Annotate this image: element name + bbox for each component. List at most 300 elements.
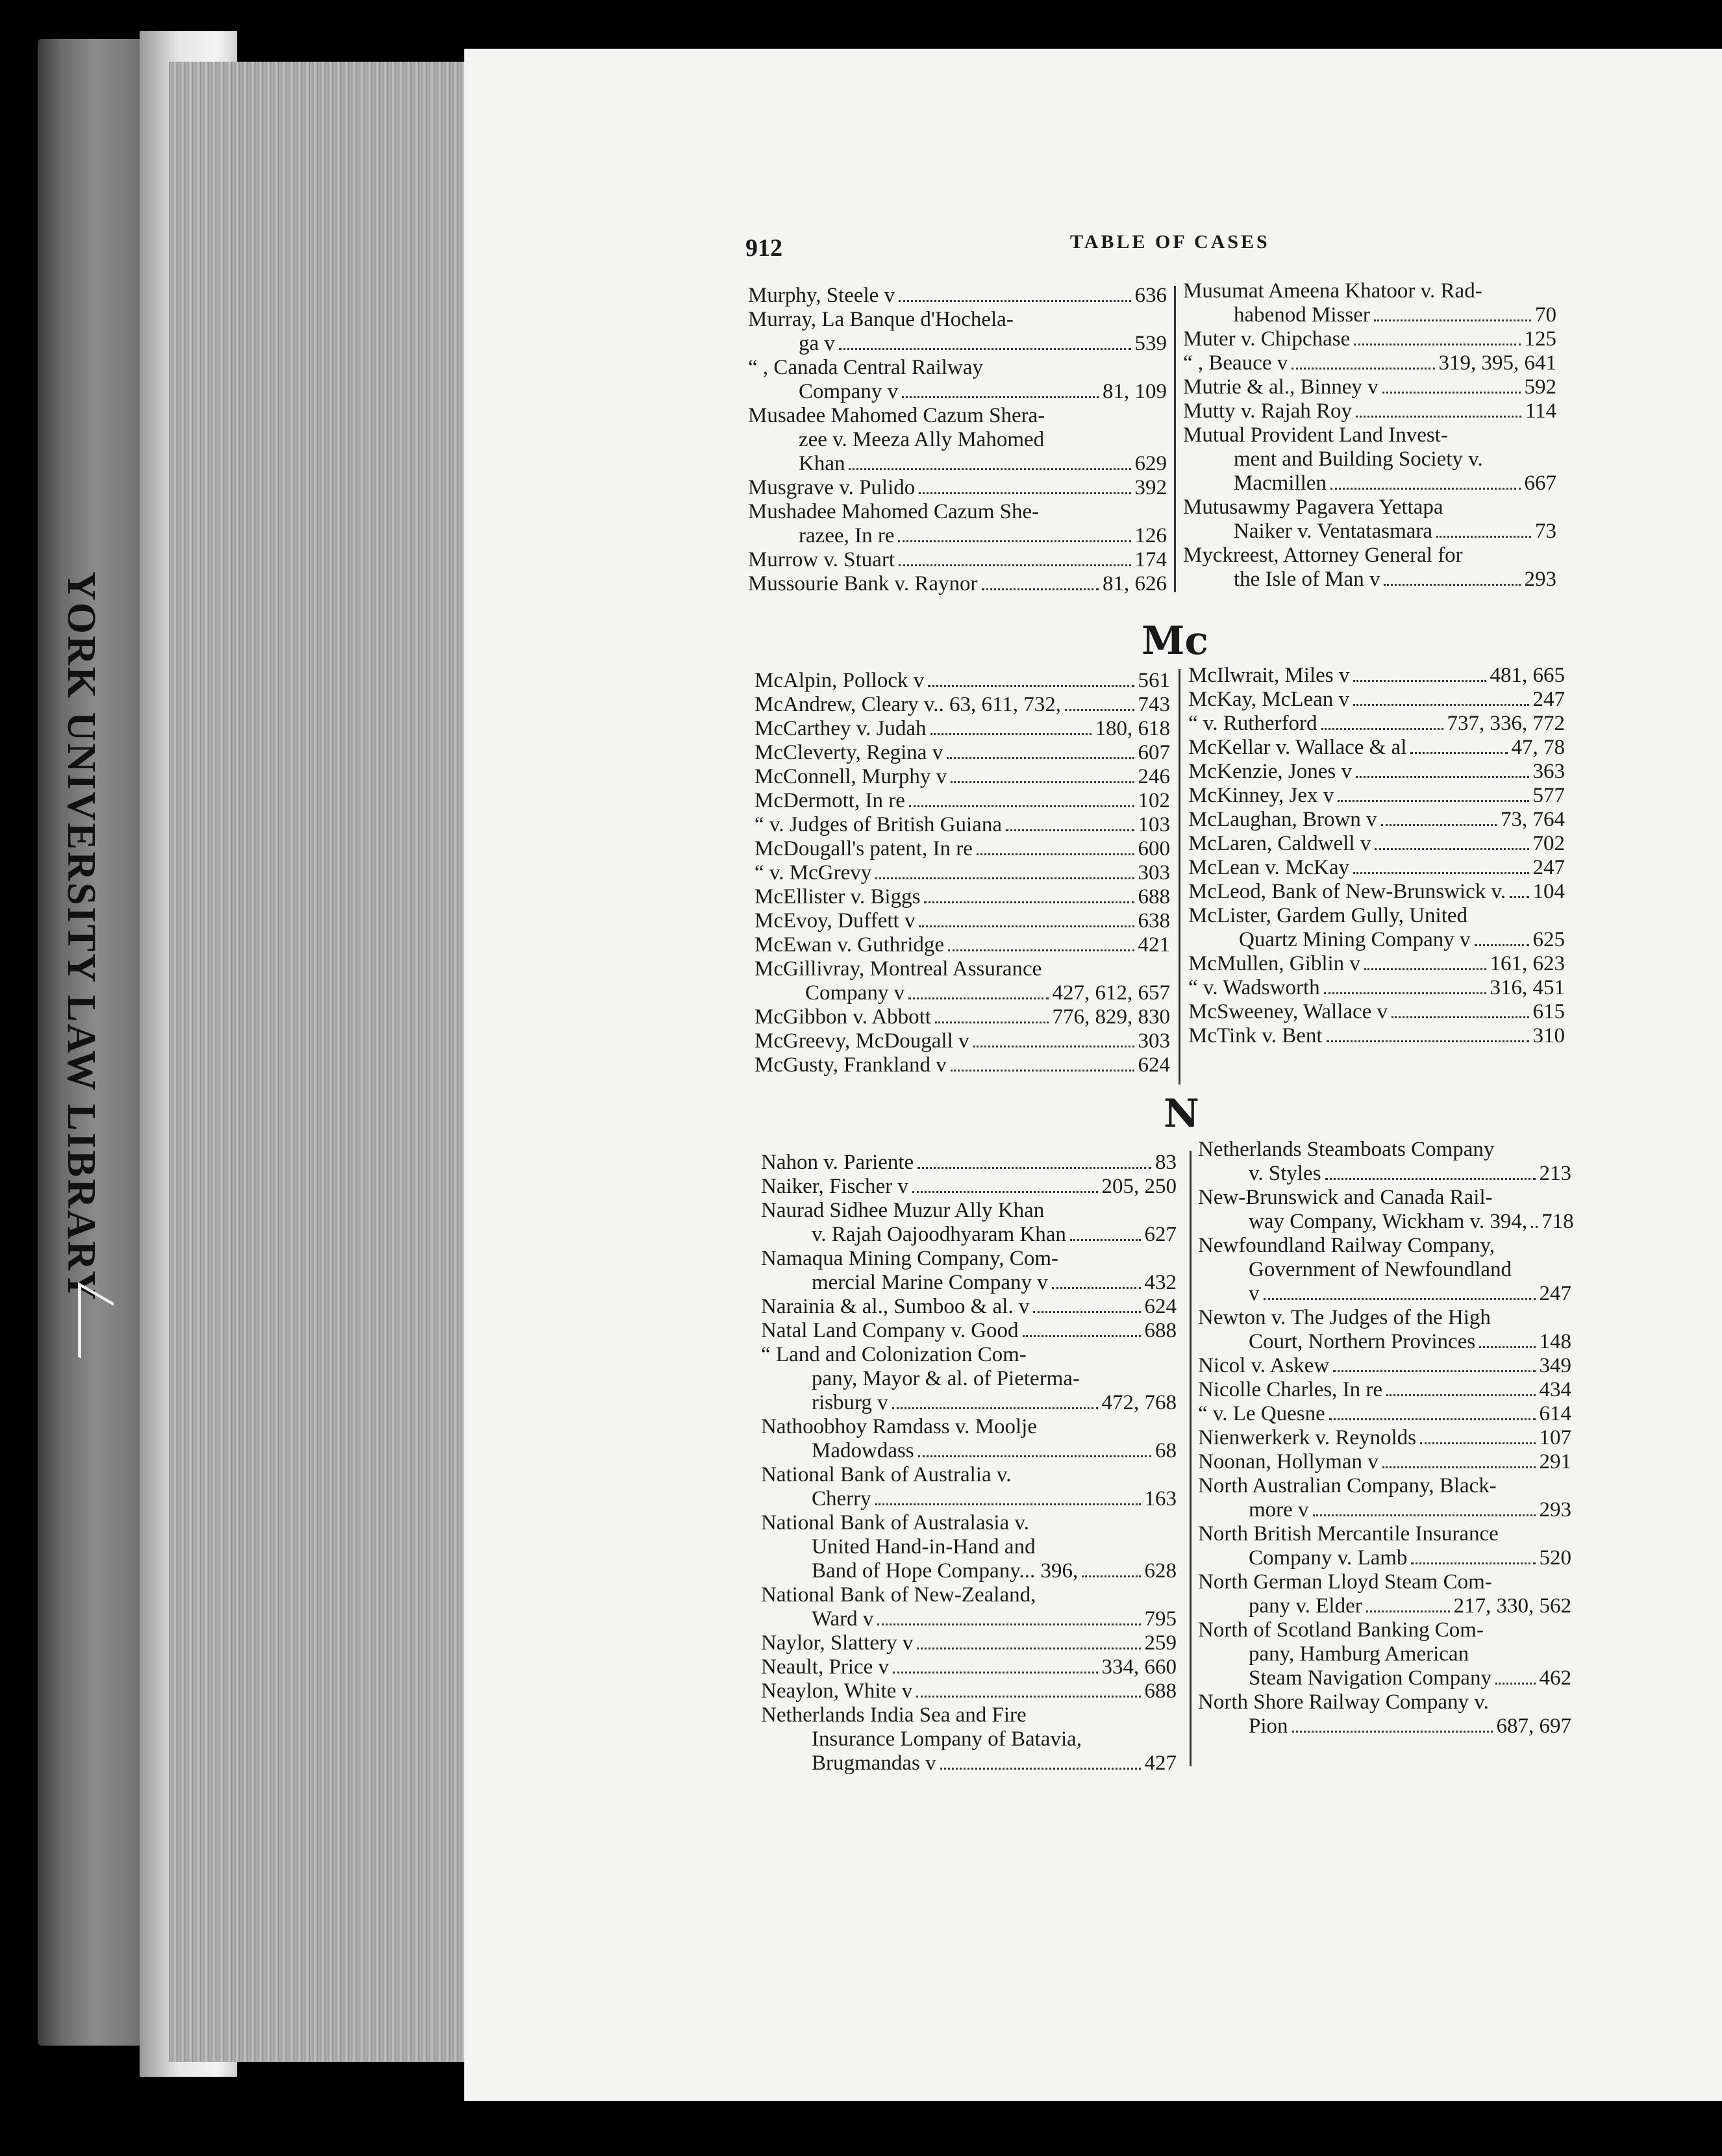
case-name-line: McAndrew, Cleary v.. 63, 611, 732,: [755, 693, 1061, 716]
case-name-line: McEwan v. Guthridge: [755, 933, 945, 957]
case-line: [1183, 375, 1556, 399]
case-name-line: Khan: [799, 452, 845, 475]
case-name-line: McGibbon v. Abbott: [755, 1005, 931, 1029]
case-line: [1183, 520, 1556, 544]
page-reference: 687, 697: [1496, 1714, 1571, 1738]
case-line: [755, 981, 1170, 1005]
page-reference: 246: [1138, 765, 1170, 788]
case-entry: [1198, 1570, 1571, 1618]
dot-leader: [1324, 992, 1486, 994]
page-reference: 561: [1138, 669, 1170, 692]
case-line: [1198, 1666, 1571, 1690]
case-name-line: Band of Hope Company... 396,: [812, 1559, 1079, 1583]
dot-leader: [1495, 1683, 1536, 1685]
case-line: [755, 693, 1170, 717]
case-entry: [761, 1631, 1177, 1655]
case-line: [755, 909, 1170, 933]
page-reference: 462: [1539, 1666, 1571, 1690]
dot-leader: [1353, 704, 1529, 706]
dot-leader: [1354, 344, 1520, 345]
case-name-line: Musadee Mahomed Cazum Shera-: [748, 404, 1045, 427]
dot-leader: [1420, 1442, 1535, 1444]
case-line: [755, 1053, 1170, 1077]
case-line: [1188, 880, 1565, 904]
page-reference: 303: [1138, 1029, 1170, 1053]
case-line: [755, 837, 1170, 861]
case-name-line: McTink v. Bent: [1188, 1024, 1323, 1047]
page-reference: 776, 829, 830: [1052, 1005, 1170, 1029]
case-name-line: North Australian Company, Black-: [1198, 1474, 1497, 1498]
dot-leader: [1384, 584, 1520, 586]
dot-leader: [1052, 1287, 1141, 1289]
page-reference: 303: [1138, 861, 1170, 884]
case-line: [1198, 1426, 1571, 1450]
case-name-line: Mutty v. Rajah Roy: [1183, 399, 1353, 423]
page-reference: 319, 395, 641: [1438, 351, 1556, 375]
case-entry: [761, 1319, 1177, 1343]
case-line: [755, 789, 1170, 813]
page-reference: 47, 78: [1511, 736, 1565, 759]
case-entry: [1183, 544, 1556, 592]
dot-leader: [1381, 824, 1497, 826]
case-line: [1183, 471, 1556, 495]
page-reference: 481, 665: [1490, 664, 1565, 687]
dot-leader: [1327, 1040, 1529, 1042]
case-line: [1188, 688, 1565, 712]
page-reference: 103: [1138, 813, 1170, 836]
page-reference: 104: [1532, 880, 1565, 903]
case-entry: [755, 693, 1170, 717]
case-entry: [748, 308, 1167, 356]
case-line: [755, 933, 1170, 957]
page-reference: 73: [1535, 520, 1556, 543]
page-reference: 349: [1539, 1354, 1571, 1377]
case-line: [1198, 1546, 1571, 1570]
dot-leader: [1065, 709, 1134, 711]
case-name-line: National Bank of New-Zealand,: [761, 1583, 1036, 1607]
case-entry: [1198, 1618, 1571, 1690]
page-reference: 81, 109: [1103, 380, 1167, 403]
case-entry: [761, 1247, 1177, 1295]
case-entry: [1183, 495, 1556, 544]
dot-leader: [916, 1696, 1140, 1698]
case-entry: [1198, 1402, 1571, 1426]
case-name-line: Madowdass: [812, 1439, 914, 1462]
case-name-line: McLean v. McKay: [1188, 856, 1350, 879]
case-line: [1188, 1000, 1565, 1024]
case-entry: [761, 1175, 1177, 1199]
case-line: [1183, 399, 1556, 423]
case-entry: [1183, 399, 1556, 423]
case-line: [1188, 832, 1565, 856]
case-name-line: Noonan, Hollyman v: [1198, 1450, 1379, 1473]
case-name-line: more v: [1249, 1498, 1309, 1522]
dot-leader: [973, 1046, 1134, 1047]
case-entry: [1198, 1690, 1571, 1738]
case-entry: [755, 885, 1170, 909]
case-line: [755, 861, 1170, 885]
page-reference: 205, 250: [1101, 1175, 1177, 1198]
dot-leader: [1292, 368, 1434, 370]
case-name-line: McEllister v. Biggs: [755, 885, 921, 909]
case-entry: [748, 476, 1167, 500]
case-entry: [1188, 880, 1565, 904]
case-name-line: National Bank of Australasia v.: [761, 1511, 1030, 1535]
case-name-line: Naurad Sidhee Muzur Ally Khan: [761, 1199, 1045, 1222]
case-line: [761, 1631, 1177, 1655]
page-reference: 667: [1524, 471, 1556, 495]
case-name-line: North Shore Railway Company v.: [1198, 1690, 1489, 1714]
case-line: [1198, 1282, 1571, 1306]
page-reference: 83: [1155, 1151, 1177, 1174]
case-name-line: “ v. Judges of British Guiana: [755, 813, 1002, 836]
case-entry: [761, 1463, 1177, 1511]
case-line: [1188, 856, 1565, 880]
case-line: [761, 1679, 1177, 1703]
case-line: [755, 813, 1170, 837]
case-entry: [761, 1151, 1177, 1175]
page-reference: 472, 768: [1101, 1391, 1177, 1414]
case-name-line: Nicol v. Askew: [1198, 1354, 1330, 1377]
page-reference: 107: [1539, 1426, 1571, 1449]
case-name-line: McMullen, Giblin v: [1188, 952, 1360, 975]
case-entry: [1188, 664, 1565, 688]
dot-leader: [1510, 896, 1529, 898]
case-entry: [1188, 736, 1565, 760]
dot-leader: [1006, 829, 1134, 831]
section-heading: N: [1164, 1091, 1199, 1136]
case-line: [755, 1029, 1170, 1053]
case-entry: [755, 813, 1170, 837]
case-name-line: Murphy, Steele v: [748, 284, 895, 307]
case-line: [761, 1751, 1177, 1775]
case-line: [748, 572, 1167, 596]
page-reference: 737, 336, 772: [1447, 712, 1565, 735]
case-entry: [1188, 760, 1565, 784]
column-left: [748, 284, 1167, 596]
dot-leader: [1329, 1418, 1536, 1420]
dot-leader: [1382, 1466, 1536, 1468]
page-reference: 636: [1134, 284, 1167, 307]
dot-leader: [917, 1167, 1151, 1169]
case-name-line: McDermott, In re: [755, 789, 905, 812]
case-name-line: Court, Northern Provinces: [1249, 1330, 1476, 1353]
page-reference: 363: [1532, 760, 1565, 783]
case-name-line: Ward v: [812, 1607, 874, 1631]
dot-leader: [1374, 320, 1531, 321]
case-entry: [1188, 808, 1565, 832]
case-entry: [1183, 375, 1556, 399]
page-edges: [169, 62, 464, 2062]
case-name-line: the Isle of Man v: [1234, 568, 1380, 591]
case-name-line: Neault, Price v: [761, 1655, 890, 1679]
dot-leader: [898, 540, 1130, 542]
case-name-line: Naylor, Slattery v: [761, 1631, 914, 1655]
page-reference: 68: [1155, 1439, 1177, 1462]
page-reference: 628: [1144, 1559, 1177, 1583]
case-line: [1198, 1378, 1571, 1402]
page-reference: 102: [1138, 789, 1170, 812]
page-reference: 624: [1144, 1295, 1177, 1318]
case-name-line: McLeod, Bank of New-Brunswick v.: [1188, 880, 1506, 903]
case-entry: [755, 1005, 1170, 1029]
page-reference: 432: [1144, 1271, 1177, 1294]
column-divider: [1190, 1151, 1192, 1766]
case-entry: [1188, 688, 1565, 712]
case-entry: [1198, 1474, 1571, 1522]
case-name-line: New-Brunswick and Canada Rail-: [1198, 1186, 1493, 1209]
dot-leader: [1356, 416, 1521, 418]
page-reference: 627: [1144, 1223, 1177, 1246]
page-reference: 427: [1144, 1751, 1177, 1775]
case-entry: [755, 933, 1170, 957]
case-line: [761, 1319, 1177, 1343]
case-name-line: habenod Misser: [1234, 303, 1370, 327]
case-entry: [1188, 1024, 1565, 1048]
page-reference: 148: [1539, 1330, 1571, 1353]
dot-leader: [1023, 1335, 1141, 1337]
page-reference: 795: [1144, 1607, 1177, 1631]
case-name-line: “ v. Rutherford: [1188, 712, 1317, 735]
case-line: [761, 1175, 1177, 1199]
case-name-line: North German Lloyd Steam Com-: [1198, 1570, 1492, 1594]
case-entry: [748, 404, 1167, 476]
case-entry: [748, 548, 1167, 572]
case-name-line: Steam Navigation Company: [1249, 1666, 1491, 1690]
case-line: [1198, 1714, 1571, 1738]
case-name-line: Nathoobhoy Ramdass v. Moolje: [761, 1415, 1037, 1438]
case-entry: [748, 356, 1167, 404]
case-line: [755, 717, 1170, 741]
case-line: [1183, 351, 1556, 375]
dot-leader: [875, 877, 1134, 879]
case-name-line: Nicolle Charles, In re: [1198, 1378, 1383, 1401]
dot-leader: [839, 348, 1131, 350]
dot-leader: [908, 997, 1048, 999]
case-name-line: McDougall's patent, In re: [755, 837, 973, 860]
case-name-line: National Bank of Australia v.: [761, 1463, 1012, 1486]
page-reference: 73, 764: [1501, 808, 1565, 831]
dot-leader: [947, 757, 1134, 759]
case-line: [748, 548, 1167, 572]
dot-leader: [1292, 1731, 1493, 1733]
column-right: [1188, 664, 1565, 1048]
case-line: [748, 332, 1167, 356]
case-name-line: McLister, Gardem Gully, United: [1188, 904, 1468, 927]
case-name-line: McAlpin, Pollock v: [755, 669, 925, 692]
case-name-line: McCarthey v. Judah: [755, 717, 927, 740]
case-name-line: Musumat Ameena Khatoor v. Rad-: [1183, 279, 1482, 303]
section-heading: Mc: [1142, 618, 1208, 664]
dot-leader: [919, 492, 1130, 494]
case-name-line: McGillivray, Montreal Assurance: [755, 957, 1042, 981]
case-entry: [761, 1199, 1177, 1247]
column-right: [1198, 1138, 1574, 1738]
dot-leader: [1479, 1346, 1535, 1348]
page-reference: 81, 626: [1103, 572, 1167, 595]
page-reference: 421: [1138, 933, 1170, 957]
case-line: [1198, 1354, 1571, 1378]
case-entry: [761, 1583, 1177, 1631]
page-reference: 180, 618: [1095, 717, 1170, 740]
page-reference: 126: [1134, 524, 1167, 547]
case-name-line: Naiker, Fischer v: [761, 1175, 908, 1198]
dot-leader: [1391, 1016, 1529, 1018]
case-line: [1198, 1450, 1571, 1474]
case-entry: [1198, 1426, 1571, 1450]
case-entry: [1188, 712, 1565, 736]
dot-leader: [982, 588, 1099, 590]
case-line: [1198, 1402, 1571, 1426]
dot-leader: [940, 1768, 1141, 1770]
case-name-line: Namaqua Mining Company, Com-: [761, 1247, 1058, 1270]
case-entry: [761, 1679, 1177, 1703]
dot-leader: [951, 781, 1134, 783]
page-reference: 638: [1138, 909, 1170, 933]
page-reference: 600: [1138, 837, 1170, 860]
case-name-line: “ , Canada Central Railway: [748, 356, 983, 379]
page-reference: 688: [1144, 1319, 1177, 1342]
page-reference: 702: [1532, 832, 1565, 855]
case-name-line: “ , Beauce v: [1183, 351, 1288, 375]
case-line: [1188, 736, 1565, 760]
case-name-line: McGreevy, McDougall v: [755, 1029, 969, 1053]
page-reference: 392: [1134, 476, 1167, 499]
dot-leader: [951, 1070, 1134, 1072]
case-name-line: Cherry: [812, 1487, 871, 1510]
case-entry: [755, 789, 1170, 813]
case-name-line: ga v: [799, 332, 835, 355]
case-line: [761, 1559, 1177, 1583]
case-line: [1198, 1594, 1571, 1618]
case-name-line: McLaren, Caldwell v: [1188, 832, 1371, 855]
dot-leader: [1411, 1562, 1535, 1564]
dot-leader: [912, 1191, 1098, 1193]
case-name-line: v. Styles: [1249, 1162, 1321, 1185]
case-name-line: Myckreest, Attorney General for: [1183, 544, 1463, 567]
case-entry: [1198, 1234, 1571, 1306]
case-line: [1183, 303, 1556, 327]
case-entry: [748, 572, 1167, 596]
case-name-line: Nahon v. Pariente: [761, 1151, 914, 1174]
case-line: [1188, 976, 1565, 1000]
page-reference: 334, 660: [1101, 1655, 1177, 1679]
case-entry: [1198, 1306, 1571, 1354]
case-entry: [1198, 1450, 1571, 1474]
case-entry: [748, 284, 1167, 308]
case-name-line: Quartz Mining Company v: [1239, 928, 1471, 951]
case-entry: [1188, 976, 1565, 1000]
case-name-line: Mutual Provident Land Invest-: [1183, 423, 1448, 447]
case-name-line: “ v. McGrevy: [755, 861, 872, 884]
case-entry: [1183, 279, 1556, 327]
dot-leader: [1436, 536, 1531, 538]
dot-leader: [930, 733, 1092, 735]
case-name-line: Company v: [799, 380, 899, 403]
case-line: [761, 1439, 1177, 1463]
case-line: [755, 669, 1170, 693]
case-name-line: risburg v: [812, 1391, 888, 1414]
dot-leader: [1356, 776, 1529, 778]
case-name-line: Naiker v. Ventatasmara: [1234, 520, 1433, 543]
column-divider: [1174, 286, 1176, 592]
case-name-line: McSweeney, Wallace v: [1188, 1000, 1388, 1023]
case-line: [1183, 327, 1556, 351]
page-reference: 614: [1539, 1402, 1571, 1425]
case-entry: [1188, 856, 1565, 880]
page-reference: 293: [1524, 568, 1556, 591]
case-name-line: McEvoy, Duffett v: [755, 909, 916, 933]
case-entry: [1198, 1354, 1571, 1378]
dot-leader: [1366, 1611, 1450, 1612]
case-entry: [755, 741, 1170, 765]
case-line: [761, 1151, 1177, 1175]
case-name-line: pany, Hamburg American: [1249, 1642, 1469, 1666]
dot-leader: [1033, 1311, 1140, 1313]
page-reference: 125: [1524, 327, 1556, 351]
dot-leader: [1333, 1370, 1535, 1372]
dot-leader: [919, 925, 1134, 927]
case-name-line: Mussourie Bank v. Raynor: [748, 572, 978, 595]
case-name-line: McCleverty, Regina v: [755, 741, 943, 764]
case-name-line: Brugmandas v: [812, 1751, 936, 1775]
spine-label: [103, 571, 104, 572]
case-entry: [761, 1343, 1177, 1415]
dot-leader: [1386, 1394, 1535, 1396]
case-line: [755, 765, 1170, 789]
dot-leader: [1330, 488, 1521, 490]
page-reference: 592: [1524, 375, 1556, 399]
case-line: [761, 1223, 1177, 1247]
dot-leader: [1313, 1514, 1536, 1516]
case-name-line: McKenzie, Jones v: [1188, 760, 1353, 783]
case-line: [761, 1271, 1177, 1295]
page-reference: 114: [1525, 399, 1556, 423]
case-name-line: Newton v. The Judges of the High: [1198, 1306, 1491, 1329]
dot-leader: [1531, 1226, 1538, 1228]
case-name-line: North British Mercantile Insurance: [1198, 1522, 1499, 1546]
page-reference: 615: [1532, 1000, 1565, 1023]
dot-leader: [1070, 1239, 1141, 1241]
case-entry: [761, 1655, 1177, 1679]
case-name-line: Netherlands Steamboats Company: [1198, 1138, 1495, 1161]
dot-leader: [899, 300, 1130, 302]
dot-leader: [899, 564, 1130, 566]
case-line: [761, 1487, 1177, 1511]
case-entry: [1183, 423, 1556, 495]
page-reference: 291: [1539, 1450, 1571, 1473]
dot-leader: [1338, 800, 1529, 802]
dot-leader: [928, 685, 1134, 687]
case-entry: [761, 1295, 1177, 1319]
page-reference: 607: [1138, 741, 1170, 764]
dot-leader: [917, 1648, 1140, 1649]
case-line: [761, 1391, 1177, 1415]
dot-leader: [918, 1455, 1151, 1457]
page-title: TABLE OF CASES: [1070, 231, 1270, 253]
case-line: [1188, 952, 1565, 976]
column-divider: [1179, 669, 1180, 1084]
case-name-line: Government of Newfoundland: [1249, 1258, 1512, 1281]
page-reference: 688: [1144, 1679, 1177, 1703]
page-reference: 163: [1144, 1487, 1177, 1510]
case-name-line: Natal Land Company v. Good: [761, 1319, 1019, 1342]
case-line: [748, 524, 1167, 548]
case-line: [1198, 1162, 1571, 1186]
page-reference: 70: [1535, 303, 1556, 327]
case-entry: [755, 1029, 1170, 1053]
case-line: [748, 284, 1167, 308]
